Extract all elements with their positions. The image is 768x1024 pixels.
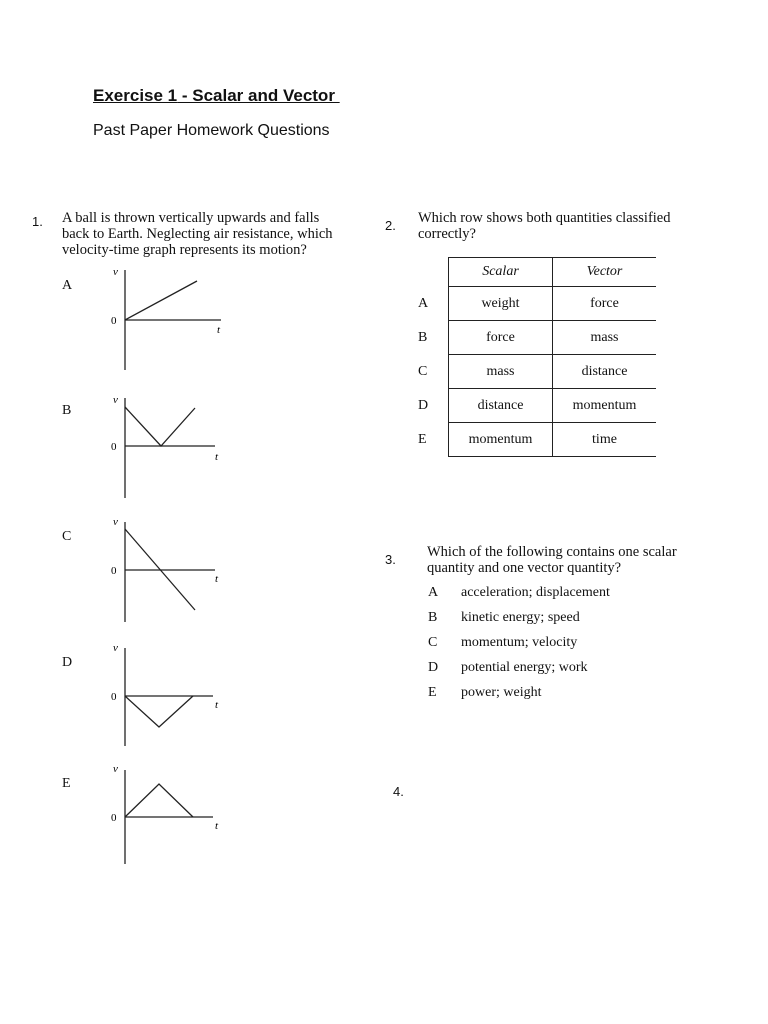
t-axis-label: t (215, 573, 219, 585)
q3-option-e[interactable] (428, 685, 708, 710)
q2-cell-scalar: momentum (449, 423, 553, 457)
q2-cell-vector: momentum (553, 389, 657, 423)
q1-graph-d (105, 640, 230, 752)
q3-text (427, 544, 727, 576)
q2-cell-vector: mass (553, 321, 657, 355)
t-axis-label: t (215, 820, 219, 832)
q2-table-row (418, 423, 656, 457)
q2-table (418, 257, 656, 457)
q1-option-b-letter[interactable]: B (62, 403, 72, 418)
t-axis-label: t (215, 451, 219, 463)
q3-option-letter: A (428, 585, 439, 600)
q2-cell-scalar: distance (449, 389, 553, 423)
q1-text (62, 210, 362, 258)
q1-graph-c (105, 514, 230, 626)
page-subtitle: Past Paper Homework Questions (93, 122, 330, 139)
q2-text-line: Which row shows both quantities classified (418, 210, 671, 226)
q3-text-line: quantity and one vector quantity? (427, 560, 622, 576)
q2-table-row (418, 355, 656, 389)
q2-cell-vector: distance (553, 355, 657, 389)
q2-text (418, 210, 728, 242)
q3-options (428, 585, 708, 710)
q1-text-line: velocity-time graph represents its motion? (62, 242, 307, 258)
origin-label: 0 (111, 565, 117, 577)
q1-graph-a (105, 262, 230, 372)
v-axis-label: v (113, 763, 118, 775)
q2-cell-vector: force (553, 287, 657, 321)
v-axis-label: v (113, 266, 118, 278)
q1-graph-b (105, 390, 230, 500)
q2-header-vector: Vector (553, 258, 657, 287)
q2-row-letter[interactable]: A (418, 295, 429, 311)
q2-cell-vector: time (553, 423, 657, 457)
v-axis-label: v (113, 516, 118, 528)
q2-number: 2. (385, 218, 396, 233)
q3-option-text: kinetic energy; speed (461, 610, 580, 625)
t-axis-label: t (217, 324, 221, 336)
origin-label: 0 (111, 315, 117, 327)
q3-option-letter: C (428, 635, 438, 650)
q3-option-d[interactable] (428, 660, 708, 685)
origin-label: 0 (111, 691, 117, 703)
q2-row-letter[interactable]: B (418, 329, 428, 345)
q2-row-letter[interactable]: C (418, 363, 428, 379)
q2-row-letter[interactable]: D (418, 397, 429, 413)
q2-cell-scalar: mass (449, 355, 553, 389)
origin-label: 0 (111, 441, 117, 453)
q1-option-e-letter[interactable]: E (62, 776, 71, 791)
t-axis-label: t (215, 699, 219, 711)
q3-option-text: power; weight (461, 685, 542, 700)
q1-option-d-letter[interactable]: D (62, 655, 73, 670)
q2-row-letter[interactable]: E (418, 431, 427, 447)
title-prefix: Exercise 1 (93, 86, 178, 105)
q3-option-a[interactable] (428, 585, 708, 610)
v-axis-label: v (113, 394, 118, 406)
q1-option-c-letter[interactable]: C (62, 529, 72, 544)
q1-text-line: A ball is thrown vertically upwards and falls (62, 210, 320, 226)
q3-option-letter: B (428, 610, 438, 625)
q2-text-line: correctly? (418, 226, 476, 242)
q3-option-c[interactable] (428, 635, 708, 660)
q3-option-text: potential energy; work (461, 660, 588, 675)
q4-number: 4. (393, 784, 404, 799)
q2-table-row (418, 287, 656, 321)
q3-option-text: acceleration; displacement (461, 585, 610, 600)
q2-table-row (418, 321, 656, 355)
q2-cell-scalar: weight (449, 287, 553, 321)
q1-text-line: back to Earth. Neglecting air resistance, which (62, 226, 333, 242)
q3-number: 3. (385, 552, 396, 567)
q3-option-letter: E (428, 685, 437, 700)
origin-label: 0 (111, 812, 117, 824)
q3-option-b[interactable] (428, 610, 708, 635)
q3-option-letter: D (428, 660, 439, 675)
q3-option-text: momentum; velocity (461, 635, 578, 650)
page-title (93, 86, 340, 106)
q2-table-row (418, 389, 656, 423)
q2-table-header (418, 258, 656, 287)
q1-option-a-letter[interactable]: A (62, 278, 73, 293)
q2-cell-scalar: force (449, 321, 553, 355)
title-rest: - Scalar and Vector (177, 86, 340, 105)
v-axis-label: v (113, 642, 118, 654)
q1-number: 1. (32, 214, 43, 229)
q3-text-line: Which of the following contains one scalar (427, 544, 677, 560)
q2-header-scalar: Scalar (449, 258, 553, 287)
q1-graph-e (105, 762, 230, 866)
